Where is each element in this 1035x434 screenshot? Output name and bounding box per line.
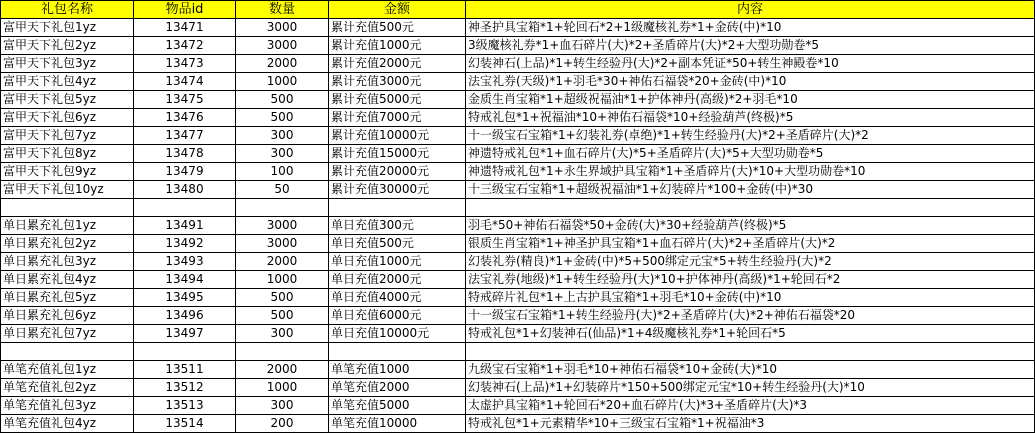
table-row [1, 91, 1035, 109]
cell-content[interactable]: 法宝礼券(地级)*1+转生经验丹(大)*10+护体神丹(高级)*1+轮回石*2 [466, 271, 1035, 289]
cell-quantity[interactable]: 3000 [236, 19, 329, 37]
cell-quantity[interactable]: 3000 [236, 217, 329, 235]
cell-item-id[interactable] [134, 343, 236, 361]
cell-name[interactable]: 富甲天下礼包7yz [1, 127, 134, 145]
cell-content[interactable]: 特戒碎片礼包*1+上古护具宝箱*1+羽毛*10+金砖(中)*10 [466, 289, 1035, 307]
cell-amount[interactable]: 单笔充值1000 [329, 361, 466, 379]
cell-name[interactable]: 单日累充礼包2yz [1, 235, 134, 253]
cell-quantity[interactable]: 1000 [236, 73, 329, 91]
cell-name[interactable]: 单日累充礼包6yz [1, 307, 134, 325]
cell-item-id[interactable]: 13477 [134, 127, 236, 145]
table-row [1, 397, 1035, 415]
cell-item-id[interactable]: 13475 [134, 91, 236, 109]
table-row [1, 163, 1035, 181]
cell-name[interactable]: 单日累充礼包3yz [1, 253, 134, 271]
cell-name[interactable] [1, 343, 134, 361]
cell-content[interactable]: 特戒礼包*1+幻装神石(仙品)*1+4级魔核礼券*1+轮回石*5 [466, 325, 1035, 343]
cell-amount[interactable]: 累计充值3000元 [329, 73, 466, 91]
cell-name[interactable]: 单日累充礼包7yz [1, 325, 134, 343]
header-cell-quantity[interactable]: 数量 [236, 1, 329, 19]
cell-content[interactable]: 幻装神石(上品)*1+转生经验丹(大)*2+副本凭证*50+转生神殿卷*10 [466, 55, 1035, 73]
cell-item-id[interactable]: 13494 [134, 271, 236, 289]
table-row [1, 325, 1035, 343]
cell-quantity[interactable]: 2000 [236, 55, 329, 73]
cell-name[interactable]: 富甲天下礼包5yz [1, 91, 134, 109]
table-row [1, 379, 1035, 397]
header-cell-name[interactable]: 礼包名称 [1, 1, 134, 19]
cell-item-id[interactable] [134, 199, 236, 217]
cell-amount[interactable] [329, 343, 466, 361]
cell-item-id[interactable]: 13471 [134, 19, 236, 37]
cell-item-id[interactable]: 13478 [134, 145, 236, 163]
header-cell-item-id[interactable]: 物品id [134, 1, 236, 19]
cell-content[interactable]: 幻装神石(上品)*1+幻装碎片*150+500绑定元宝*10+转生经验丹(大)*10 [466, 379, 1035, 397]
cell-name[interactable]: 富甲天下礼包4yz [1, 73, 134, 91]
cell-amount[interactable]: 单日充值2000元 [329, 271, 466, 289]
cell-quantity[interactable]: 200 [236, 415, 329, 433]
cell-item-id[interactable]: 13476 [134, 109, 236, 127]
cell-amount[interactable]: 累计充值7000元 [329, 109, 466, 127]
table-row [1, 145, 1035, 163]
cell-content[interactable]: 法宝礼券(天级)*1+羽毛*30+神佑石福袋*20+金砖(中)*10 [466, 73, 1035, 91]
cell-quantity[interactable]: 3000 [236, 235, 329, 253]
cell-amount[interactable]: 单日充值4000元 [329, 289, 466, 307]
table-row [1, 19, 1035, 37]
cell-item-id[interactable]: 13513 [134, 397, 236, 415]
cell-amount[interactable]: 累计充值2000元 [329, 55, 466, 73]
blank-row [1, 343, 1035, 361]
cell-content[interactable]: 羽毛*50+神佑石福袋*50+金砖(大)*30+经验葫芦(终极)*5 [466, 217, 1035, 235]
cell-name[interactable]: 富甲天下礼包1yz [1, 19, 134, 37]
cell-item-id[interactable]: 13495 [134, 289, 236, 307]
cell-name[interactable]: 富甲天下礼包3yz [1, 55, 134, 73]
cell-name[interactable]: 单笔充值礼包1yz [1, 361, 134, 379]
cell-name[interactable]: 单日累充礼包1yz [1, 217, 134, 235]
cell-amount[interactable]: 单笔充值2000 [329, 379, 466, 397]
cell-amount[interactable]: 累计充值20000元 [329, 163, 466, 181]
cell-item-id[interactable]: 13473 [134, 55, 236, 73]
cell-amount[interactable]: 单笔充值5000 [329, 397, 466, 415]
table-row [1, 361, 1035, 379]
cell-content[interactable]: 十三级宝石宝箱*1+超级祝福油*1+幻装碎片*100+金砖(中)*30 [466, 181, 1035, 199]
cell-amount[interactable]: 单日充值300元 [329, 217, 466, 235]
table-row [1, 217, 1035, 235]
cell-amount[interactable]: 累计充值10000元 [329, 127, 466, 145]
cell-item-id[interactable]: 13474 [134, 73, 236, 91]
table-row [1, 55, 1035, 73]
cell-name[interactable]: 富甲天下礼包9yz [1, 163, 134, 181]
table-row [1, 127, 1035, 145]
cell-content[interactable]: 太虚护具宝箱*1+轮回石*20+血石碎片(大)*3+圣盾碎片(大)*3 [466, 397, 1035, 415]
cell-amount[interactable]: 单笔充值10000 [329, 415, 466, 433]
cell-content[interactable]: 幻装礼券(精良)*1+金砖(中)*5+500绑定元宝*5+转生经验丹(大)*2 [466, 253, 1035, 271]
cell-quantity[interactable]: 500 [236, 109, 329, 127]
cell-content[interactable]: 十一级宝石宝箱*1+幻装礼券(卓绝)*1+转生经验丹(大)*2+圣盾碎片(大)*2 [466, 127, 1035, 145]
cell-name[interactable]: 富甲天下礼包8yz [1, 145, 134, 163]
cell-name[interactable]: 单日累充礼包4yz [1, 271, 134, 289]
cell-amount[interactable]: 累计充值1000元 [329, 37, 466, 55]
cell-item-id[interactable]: 13514 [134, 415, 236, 433]
cell-amount[interactable]: 单日充值500元 [329, 235, 466, 253]
table-row [1, 235, 1035, 253]
cell-item-id[interactable]: 13492 [134, 235, 236, 253]
cell-quantity[interactable]: 300 [236, 145, 329, 163]
cell-content[interactable]: 金质生肖宝箱*1+超级祝福油*1+护体神丹(高级)*2+羽毛*10 [466, 91, 1035, 109]
cell-amount[interactable] [329, 199, 466, 217]
cell-quantity[interactable]: 1000 [236, 271, 329, 289]
table-row [1, 253, 1035, 271]
table-row [1, 307, 1035, 325]
cell-amount[interactable]: 单日充值6000元 [329, 307, 466, 325]
cell-content[interactable]: 特戒礼包*1+元素精华*10+三级宝石宝箱*1+祝福油*3 [466, 415, 1035, 433]
cell-quantity[interactable]: 50 [236, 181, 329, 199]
cell-item-id[interactable]: 13511 [134, 361, 236, 379]
cell-content[interactable] [466, 199, 1035, 217]
cell-quantity[interactable]: 500 [236, 289, 329, 307]
cell-quantity[interactable]: 300 [236, 127, 329, 145]
cell-quantity[interactable]: 500 [236, 91, 329, 109]
cell-quantity[interactable]: 2000 [236, 361, 329, 379]
cell-content[interactable]: 十一级宝石宝箱*1+转生经验丹(大)*2+圣盾碎片(大)*2+神佑石福袋*20 [466, 307, 1035, 325]
cell-name[interactable]: 富甲天下礼包2yz [1, 37, 134, 55]
cell-content[interactable]: 神遗特戒礼包*1+血石碎片(大)*5+圣盾碎片(大)*5+大型功勋卷*5 [466, 145, 1035, 163]
cell-quantity[interactable]: 2000 [236, 253, 329, 271]
cell-name[interactable]: 单笔充值礼包4yz [1, 415, 134, 433]
cell-quantity[interactable]: 3000 [236, 37, 329, 55]
cell-item-id[interactable]: 13472 [134, 37, 236, 55]
cell-name[interactable]: 富甲天下礼包6yz [1, 109, 134, 127]
cell-content[interactable]: 神圣护具宝箱*1+轮回石*2+1级魔核礼券*1+金砖(中)*10 [466, 19, 1035, 37]
cell-name[interactable] [1, 199, 134, 217]
cell-item-id[interactable]: 13497 [134, 325, 236, 343]
table-row [1, 109, 1035, 127]
cell-content[interactable]: 银质生肖宝箱*1+神圣护具宝箱*1+血石碎片(大)*2+圣盾碎片(大)*2 [466, 235, 1035, 253]
cell-name[interactable]: 单笔充值礼包3yz [1, 397, 134, 415]
cell-content[interactable]: 3级魔核礼券*1+血石碎片(大)*2+圣盾碎片(大)*2+大型功勋卷*5 [466, 37, 1035, 55]
cell-content[interactable]: 特戒礼包*1+祝福油*10+神佑石福袋*10+经验葫芦(终极)*5 [466, 109, 1035, 127]
cell-quantity[interactable] [236, 343, 329, 361]
cell-item-id[interactable]: 13496 [134, 307, 236, 325]
cell-item-id[interactable]: 13512 [134, 379, 236, 397]
cell-content[interactable] [466, 343, 1035, 361]
table-row [1, 181, 1035, 199]
cell-item-id[interactable]: 13491 [134, 217, 236, 235]
blank-row [1, 199, 1035, 217]
cell-amount[interactable]: 累计充值500元 [329, 19, 466, 37]
cell-quantity[interactable]: 300 [236, 325, 329, 343]
cell-quantity[interactable]: 1000 [236, 379, 329, 397]
cell-name[interactable]: 富甲天下礼包10yz [1, 181, 134, 199]
cell-content[interactable]: 神遗特戒礼包*1+永生界域护具宝箱*1+圣盾碎片(大)*10+大型功勋卷*10 [466, 163, 1035, 181]
table-row [1, 73, 1035, 91]
cell-item-id[interactable]: 13480 [134, 181, 236, 199]
table-row [1, 289, 1035, 307]
cell-item-id[interactable]: 13493 [134, 253, 236, 271]
table-row [1, 271, 1035, 289]
cell-quantity[interactable]: 300 [236, 397, 329, 415]
header-row [1, 1, 1035, 19]
cell-amount[interactable]: 单日充值1000元 [329, 253, 466, 271]
cell-quantity[interactable]: 500 [236, 307, 329, 325]
cell-amount[interactable]: 单日充值10000元 [329, 325, 466, 343]
cell-amount[interactable]: 累计充值30000元 [329, 181, 466, 199]
cell-content[interactable]: 九级宝石宝箱*1+羽毛*10+神佑石福袋*10+金砖(大)*10 [466, 361, 1035, 379]
cell-quantity[interactable] [236, 199, 329, 217]
table-row [1, 37, 1035, 55]
table-row [1, 415, 1035, 433]
table-body [1, 19, 1035, 433]
header-cell-amount[interactable]: 金额 [329, 1, 466, 19]
cell-name[interactable]: 单笔充值礼包2yz [1, 379, 134, 397]
cell-name[interactable]: 单日累充礼包5yz [1, 289, 134, 307]
cell-quantity[interactable]: 100 [236, 163, 329, 181]
cell-item-id[interactable]: 13479 [134, 163, 236, 181]
cell-amount[interactable]: 累计充值5000元 [329, 91, 466, 109]
cell-amount[interactable]: 累计充值15000元 [329, 145, 466, 163]
header-cell-content[interactable]: 内容 [466, 1, 1035, 19]
